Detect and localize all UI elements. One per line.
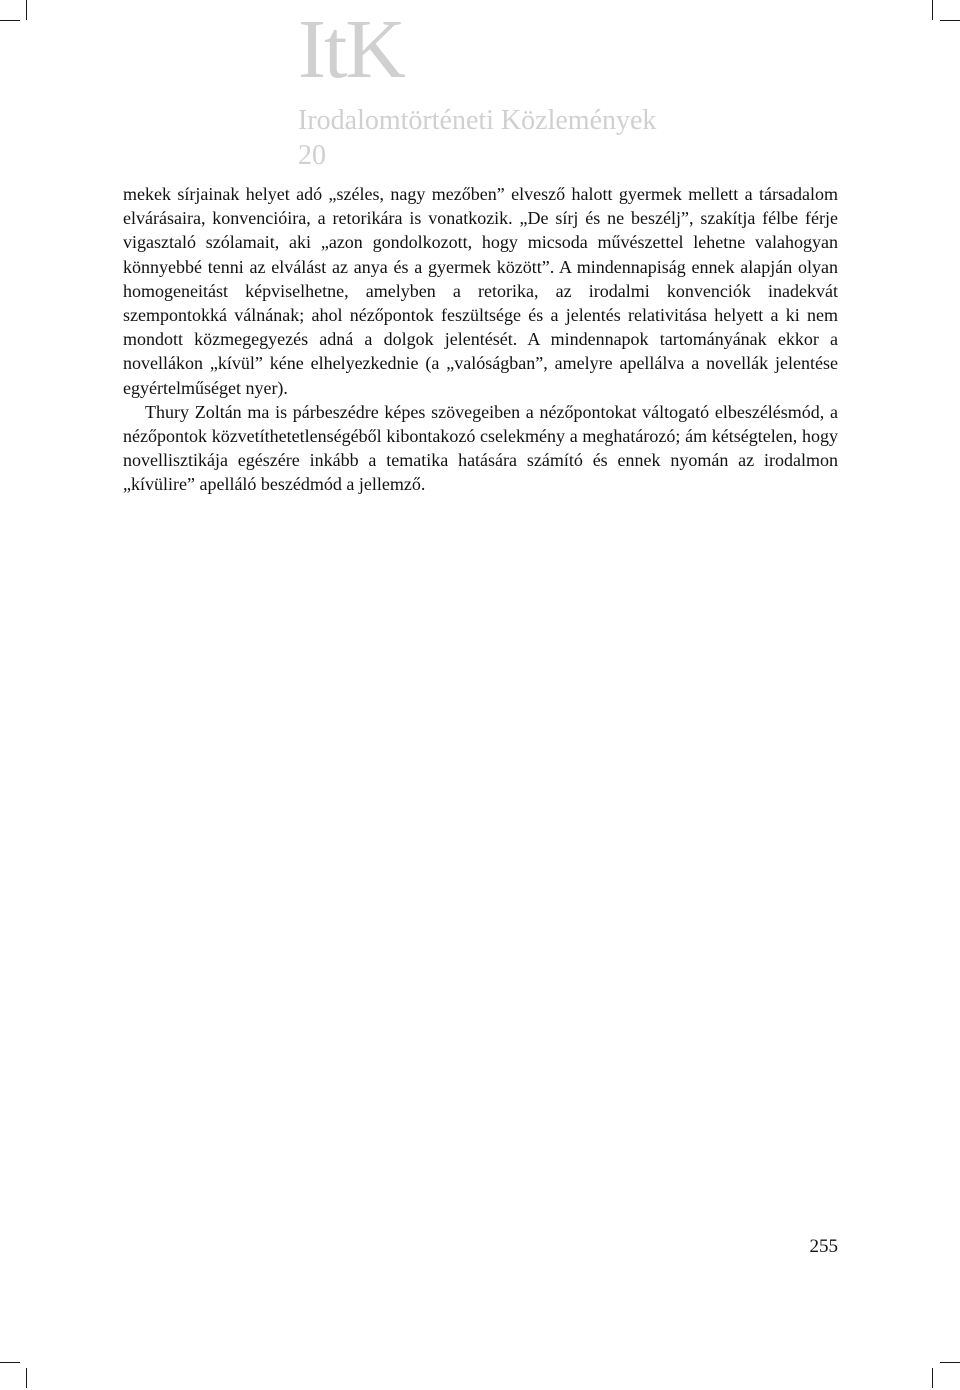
- volume-number: 20: [298, 140, 326, 171]
- crop-mark-bottom-left-v: [26, 1368, 27, 1388]
- crop-mark-top-left-v: [26, 0, 27, 20]
- journal-logo: ItK: [298, 3, 404, 96]
- crop-mark-top-left-h: [0, 20, 20, 21]
- crop-mark-top-right-v: [932, 0, 933, 20]
- crop-mark-bottom-right-h: [940, 1362, 960, 1363]
- page-number: 255: [809, 1236, 838, 1257]
- crop-mark-bottom-left-h: [0, 1362, 20, 1363]
- running-header: [298, 3, 898, 172]
- crop-mark-top-right-h: [940, 20, 960, 21]
- crop-mark-bottom-right-v: [932, 1368, 933, 1388]
- paragraph: mekek sírjainak helyet adó „széles, nagy mezőben” elvesző halott gyermek mellett a társadalom elvárásaira, konvencióira, a retorikára is vonatkozik. „De sírj és ne beszélj”, szakítja félbe férje vigasztaló szólamait, aki „azon gondolkozott, hogy micsoda művészettel lehetne valahogyan könnyebbé tenni az elválást az anya és a gyermek között”. A mindennapiság ennek alapján olyan homogeneitást képviselhetne, amelyben a retorika, az irodalmi konvenciók inadekvát szempontokká válnának; ahol nézőpontok feszültsége és a jelentés relativitása helyett a ki nem mondott közmegegyezés adná a dolgok jelentését. A mindennapok tartományának ekkor a novellákon „kívül” kéne elhelyezkednie (a „valóságban”, amelyre apellálva a novellák jelentése egyértelműséget nyer).: [123, 184, 838, 398]
- paragraph: Thury Zoltán ma is párbeszédre képes szövegeiben a nézőpontokat váltogató elbeszélésmód, a nézőpontok közvetíthetetlenségéből kibontakozó cselekmény a meghatározó; ám kétségtelen, hogy novellisztikája egészére inkább a tematika hatására számító és ennek nyomán az irodalmon „kívülire” apelláló beszédmód a jellemző.: [123, 401, 838, 495]
- article-body: [123, 182, 838, 497]
- journal-title: Irodalomtörténeti Közlemények: [298, 105, 657, 136]
